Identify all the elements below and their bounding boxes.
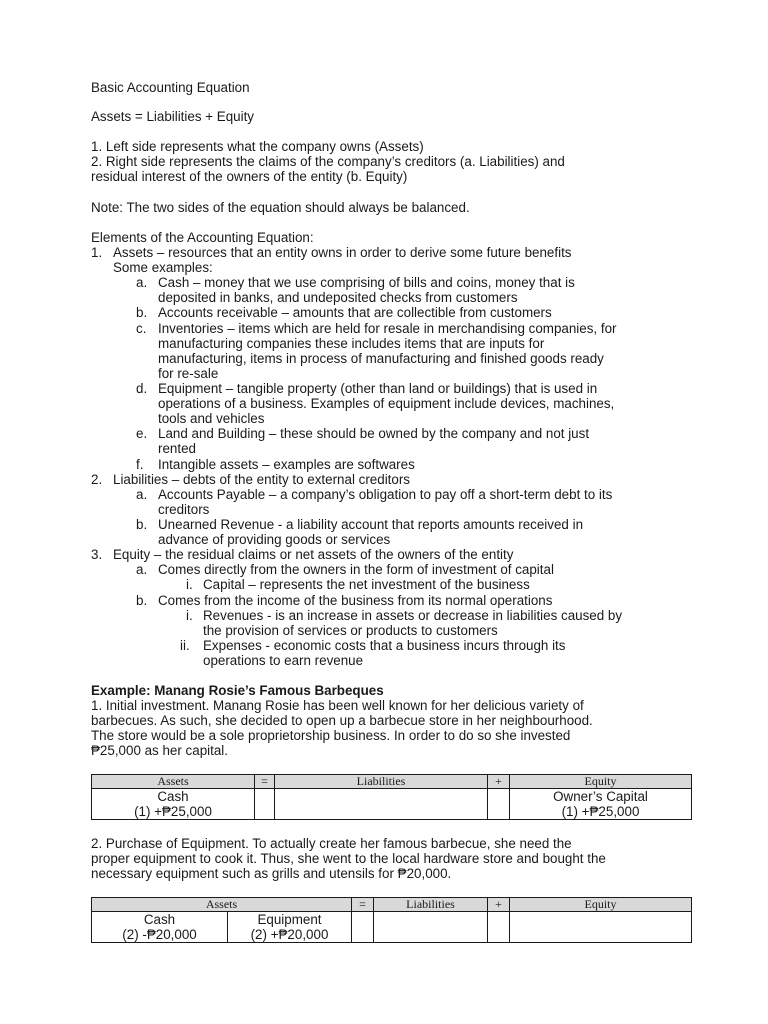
point-line: residual interest of the owners of the entity (b. Equity) [91, 169, 408, 184]
outline-text: rented [158, 441, 196, 456]
outline-text: Liabilities – debts of the entity to external creditors [113, 472, 410, 487]
outline-number: ii. [180, 638, 190, 653]
plus-header: + [488, 775, 510, 789]
liabilities-header: Liabilities [275, 775, 488, 789]
equipment-cell [228, 912, 352, 943]
outline-text: Capital – represents the net investment of the business [203, 577, 530, 592]
note-line: Note: The two sides of the equation should always be balanced. [91, 200, 470, 215]
cash-title: Cash [143, 912, 176, 927]
outline-text: Inventories – items which are held for resale in merchandising companies, for [158, 321, 617, 336]
outline-number: f. [136, 457, 144, 472]
example2-line: 2. Purchase of Equipment. To actually create her famous barbecue, she need the [91, 836, 572, 851]
elements-heading: Elements of the Accounting Equation: [91, 230, 314, 245]
outline-number: 3. [91, 547, 103, 562]
outline-number: 1. [91, 245, 103, 260]
empty-cell [255, 789, 275, 820]
outline-number: b. [136, 517, 148, 532]
example2-line: necessary equipment such as grills and utensils for ₱20,000. [91, 866, 452, 881]
outline-text: the provision of services or products to customers [203, 623, 498, 638]
cash-title: Cash [157, 789, 189, 804]
t-account-table-2 [91, 897, 692, 943]
empty-cell [488, 789, 510, 820]
document-title: Basic Accounting Equation [91, 80, 250, 95]
outline-text: advance of providing goods or services [158, 532, 391, 547]
outline-text: for re-sale [158, 366, 219, 381]
outline-text: operations to earn revenue [203, 653, 364, 668]
equipment-title: Equipment [257, 912, 322, 927]
example1-line: ₱25,000 as her capital. [91, 743, 228, 758]
outline-text: Unearned Revenue - a liability account that reports amounts received in [158, 517, 584, 532]
liabilities-header: Liabilities [374, 898, 488, 912]
outline-number: c. [136, 321, 147, 336]
outline-text: tools and vehicles [158, 411, 265, 426]
owners-capital-cell [510, 789, 692, 820]
outline-text: Comes from the income of the business from its normal operations [158, 593, 553, 608]
outline-text: Assets – resources that an entity owns in order to derive some future benefits [113, 245, 572, 260]
outline-text: Some examples: [113, 260, 213, 275]
outline-text: manufacturing, items in process of manufacturing and finished goods ready [158, 351, 604, 366]
plus-header: + [488, 898, 510, 912]
outline-number: a. [136, 275, 148, 290]
assets-header: Assets [92, 775, 255, 789]
t-account-table-1 [91, 774, 692, 820]
outline-text: deposited in banks, and undeposited checks from customers [158, 290, 518, 305]
point-line: 2. Right side represents the claims of the company’s creditors (a. Liabilities) and [91, 154, 565, 169]
outline-text: Revenues - is an increase in assets or decrease in liabilities caused by [203, 608, 623, 623]
cash-value: (1) +₱25,000 [134, 804, 212, 819]
cash-value: (2) -₱20,000 [122, 927, 197, 942]
equation-line: Assets = Liabilities + Equity [91, 109, 255, 124]
equals-header: = [352, 898, 374, 912]
cash-cell [92, 912, 228, 943]
outline-text: Comes directly from the owners in the form of investment of capital [158, 562, 554, 577]
outline-text: Cash – money that we use comprising of bills and coins, money that is [158, 275, 575, 290]
outline-text: Accounts Payable – a company’s obligation to pay off a short-term debt to its [158, 487, 613, 502]
equals-header: = [255, 775, 275, 789]
equity-header: Equity [510, 898, 692, 912]
example1-line: The store would be a sole proprietorship business. In order to do so she invested [91, 728, 571, 743]
assets-header: Assets [92, 898, 352, 912]
outline-number: e. [136, 426, 148, 441]
outline-text: Equipment – tangible property (other than land or buildings) that is used in [158, 381, 598, 396]
empty-cell [352, 912, 374, 943]
outline-text: Expenses - economic costs that a business incurs through its [203, 638, 566, 653]
outline-text: Equity – the residual claims or net assets of the owners of the entity [113, 547, 514, 562]
outline-number: b. [136, 305, 148, 320]
equipment-value: (2) +₱20,000 [250, 927, 329, 942]
empty-cell [275, 789, 488, 820]
empty-cell [488, 912, 510, 943]
equity-header: Equity [510, 775, 692, 789]
outline-number: i. [186, 608, 193, 623]
cash-cell [92, 789, 255, 820]
example1-line: 1. Initial investment. Manang Rosie has been well known for her delicious variety of [91, 698, 584, 713]
example1-line: barbecues. As such, she decided to open up a barbecue store in her neighbourhood. [91, 713, 593, 728]
example2-line: proper equipment to cook it. Thus, she went to the local hardware store and bought the [91, 851, 606, 866]
outline-text: creditors [158, 502, 210, 517]
owners-capital-value: (1) +₱25,000 [561, 804, 640, 819]
outline-number: i. [186, 577, 193, 592]
outline-text: Land and Building – these should be owned by the company and not just [158, 426, 590, 441]
outline-number: a. [136, 487, 148, 502]
outline-number: b. [136, 593, 148, 608]
outline-number: d. [136, 381, 148, 396]
outline-number: a. [136, 562, 148, 577]
outline-text: manufacturing companies these includes items that are inputs for [158, 336, 545, 351]
empty-cell [374, 912, 488, 943]
outline-text: Accounts receivable – amounts that are collectible from customers [158, 305, 552, 320]
outline-text: operations of a business. Examples of equipment include devices, machines, [158, 396, 615, 411]
owners-capital-title: Owner’s Capital [553, 789, 648, 804]
empty-cell [510, 912, 692, 943]
outline-text: Intangible assets – examples are softwares [158, 457, 415, 472]
example-heading: Example: Manang Rosie’s Famous Barbeques [91, 683, 384, 698]
outline-number: 2. [91, 472, 103, 487]
point-line: 1. Left side represents what the company owns (Assets) [91, 139, 424, 154]
